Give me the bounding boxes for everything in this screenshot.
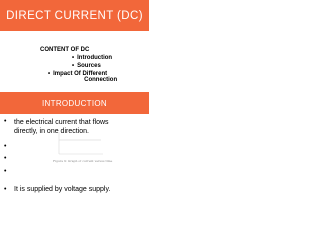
bullet-icon: • <box>4 168 7 175</box>
slide-title: INTRODUCTION <box>0 92 149 114</box>
slide-thumbnail-panel <box>0 0 149 198</box>
bullet-icon: • <box>4 143 7 150</box>
list-item-text: It is supplied by voltage supply. <box>14 186 111 193</box>
list-item-empty <box>4 155 14 162</box>
list-item-empty <box>4 143 14 150</box>
bullet-text: Impact Of Different <box>53 71 108 77</box>
bullet-icon: • <box>72 63 75 69</box>
list-item <box>4 186 110 193</box>
graph-image <box>53 128 107 158</box>
list-item-empty <box>4 168 14 175</box>
bullet-item-sources <box>72 63 101 69</box>
bullet-icon: • <box>4 155 7 162</box>
bullet-icon: • <box>72 55 75 61</box>
bullet-text: Introduction <box>77 55 113 61</box>
list-item-text-continued: directly, in one direction. <box>14 128 89 135</box>
bullet-item-introduction <box>72 55 112 61</box>
bullet-icon: • <box>4 186 7 193</box>
slide-thumbnail-1[interactable] <box>0 0 149 90</box>
figure-caption: Figure 9: Graph of current versus time <box>53 159 113 163</box>
bullet-text: Sources <box>77 63 101 69</box>
bullet-icon: • <box>4 118 7 125</box>
slide-thumbnail-2[interactable] <box>0 92 149 198</box>
bullet-icon: • <box>48 71 51 77</box>
current-vs-time-figure <box>53 128 113 163</box>
bullet-item-impact <box>48 71 117 83</box>
content-heading: CONTENT OF DC <box>40 47 90 53</box>
bullet-text-continued: Connection <box>84 77 118 83</box>
list-item-text: the electrical current that flows <box>14 119 109 126</box>
slide-title: DIRECT CURRENT (DC) <box>0 0 149 31</box>
